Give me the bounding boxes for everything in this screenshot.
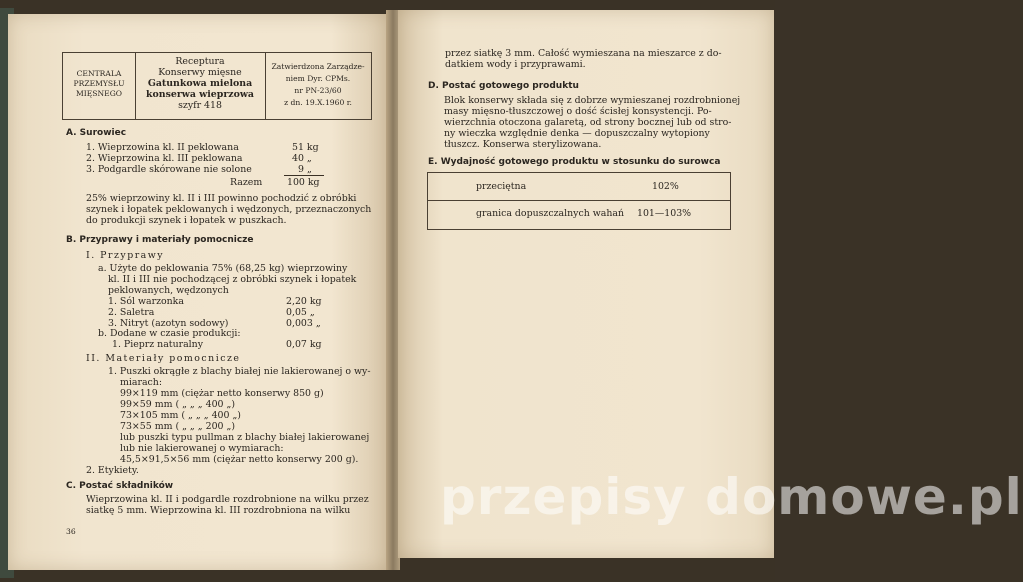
section-a-note: do produkcji szynek i łopatek w puszkach. xyxy=(86,215,287,226)
header-product-name: konserwa wieprzowa xyxy=(146,89,254,100)
section-d-title: D. Postać gotowego produktu xyxy=(428,81,579,91)
section-b-title: B. Przyprawy i materiały pomocnicze xyxy=(66,235,254,245)
header-org-line: MIĘSNEGO xyxy=(75,89,122,98)
site-watermark: przepisy domowe.pl xyxy=(440,468,1023,526)
yield-row-separator xyxy=(428,200,730,201)
header-recipe-line: Receptura xyxy=(175,56,225,67)
header-approval-line: z dn. 19.X.1960 r. xyxy=(284,98,352,107)
can-line: miarach: xyxy=(120,377,162,388)
ingredient-qty: 40 „ xyxy=(292,153,312,164)
spice-label: 2. Saletra xyxy=(108,307,155,318)
yield-label: granica dopuszczalnych wahań xyxy=(476,208,625,219)
spice-qty: 0,05 „ xyxy=(286,307,315,318)
ingredient-label: 3. Podgardle skórowane nie solone xyxy=(86,164,252,175)
total-qty: 100 kg xyxy=(287,177,320,188)
section-c-text: siatkę 5 mm. Wieprzowina kl. III rozdrobniona na wilku xyxy=(86,505,351,516)
ingredient-qty: 51 kg xyxy=(292,142,319,153)
section-c-continuation: przez siatkę 3 mm. Całość wymieszana na mieszarce z do- xyxy=(445,48,722,59)
section-c-title: C. Postać składników xyxy=(66,481,174,491)
yield-value: 102% xyxy=(652,181,679,192)
section-a-title: A. Surowiec xyxy=(66,128,127,138)
total-rule xyxy=(284,175,324,176)
curing-text: kl. II i III nie pochodzącej z obróbki szynek i łopatek xyxy=(108,274,357,285)
ingredient-label: 2. Wieprzowina kl. III peklowana xyxy=(86,153,243,164)
can-line: 99×119 mm (ciężar netto konserwy 850 g) xyxy=(120,388,324,399)
header-org-line: CENTRALA xyxy=(76,69,122,78)
section-e-title: E. Wydajność gotowego produktu w stosunku do surowca xyxy=(428,157,721,167)
added-text: b. Dodane w czasie produkcji: xyxy=(98,328,241,339)
labels-item: 2. Etykiety. xyxy=(86,465,139,476)
yield-label: przeciętna xyxy=(476,181,527,192)
spice-label: 1. Sól warzonka xyxy=(108,296,184,307)
spice-qty: 0,07 kg xyxy=(286,339,322,350)
can-line: 73×55 mm ( „ „ „ 200 „) xyxy=(120,421,235,432)
section-c-text: Wieprzowina kl. II i podgardle rozdrobnione na wilku przez xyxy=(86,494,369,505)
section-d-text: masy mięsno-tłuszczowej o dość ścisłej konsystencji. Po- xyxy=(444,106,712,117)
section-d-text: tłuszcz. Konserwa sterylizowana. xyxy=(444,139,602,150)
section-a-note: szynek i łopatek peklowanych i wędzonych, przeznaczonych xyxy=(86,204,372,215)
yield-table xyxy=(427,172,731,230)
can-line: 99×59 mm ( „ „ „ 400 „) xyxy=(120,399,235,410)
section-d-text: Blok konserwy składa się z dobrze wymieszanej rozdrobnionej xyxy=(444,95,741,106)
curing-text: peklowanych, wędzonych xyxy=(108,285,229,296)
spice-qty: 0,003 „ xyxy=(286,318,321,329)
can-line: 73×105 mm ( „ „ „ 400 „) xyxy=(120,410,241,421)
section-d-text: ny wieczka względnie denka — dopuszczalny wytopiony xyxy=(444,128,710,139)
total-label: Razem xyxy=(230,177,263,188)
can-line: 45,5×91,5×56 mm (ciężar netto konserwy 200 g). xyxy=(120,454,359,465)
header-recipe-line: Konserwy mięsne xyxy=(158,67,242,78)
auxiliary-subtitle: II. Materiały pomocnicze xyxy=(86,353,241,364)
section-c-continuation: datkiem wody i przyprawami. xyxy=(445,59,586,70)
spice-label: 3. Nitryt (azotyn sodowy) xyxy=(108,318,229,329)
header-org-line: PRZEMYSŁU xyxy=(73,79,125,88)
can-line: lub puszki typu pullman z blachy białej lakierowanej xyxy=(120,432,370,443)
section-a-note: 25% wieprzowiny kl. II i III powinno pochodzić z obróbki xyxy=(86,193,357,204)
header-code: szyfr 418 xyxy=(178,100,222,111)
ingredient-qty: 9 „ xyxy=(298,164,312,175)
spice-qty: 2,20 kg xyxy=(286,296,322,307)
header-product-name: Gatunkowa mielona xyxy=(147,78,253,89)
header-approval-line: nr PN-23/60 xyxy=(294,86,342,95)
ingredient-label: 1. Wieprzowina kl. II peklowana xyxy=(86,142,239,153)
page-number: 36 xyxy=(66,527,76,536)
spices-subtitle: I. Przyprawy xyxy=(86,250,165,261)
yield-value: 101—103% xyxy=(637,208,692,219)
curing-text: a. Użyte do peklowania 75% (68,25 kg) wieprzowiny xyxy=(98,263,348,274)
can-line: 1. Puszki okrągłe z blachy białej nie lakierowanej o wy- xyxy=(108,366,371,377)
header-approval-line: Zatwierdzona Zarządze- xyxy=(271,62,365,71)
section-d-text: wierzchnia otoczona galaretą, od strony bocznej lub od stro- xyxy=(444,117,732,128)
spice-label: 1. Pieprz naturalny xyxy=(112,339,204,350)
header-approval-line: niem Dyr. CPMs. xyxy=(285,74,351,83)
can-line: lub nie lakierowanej o wymiarach: xyxy=(120,443,284,454)
